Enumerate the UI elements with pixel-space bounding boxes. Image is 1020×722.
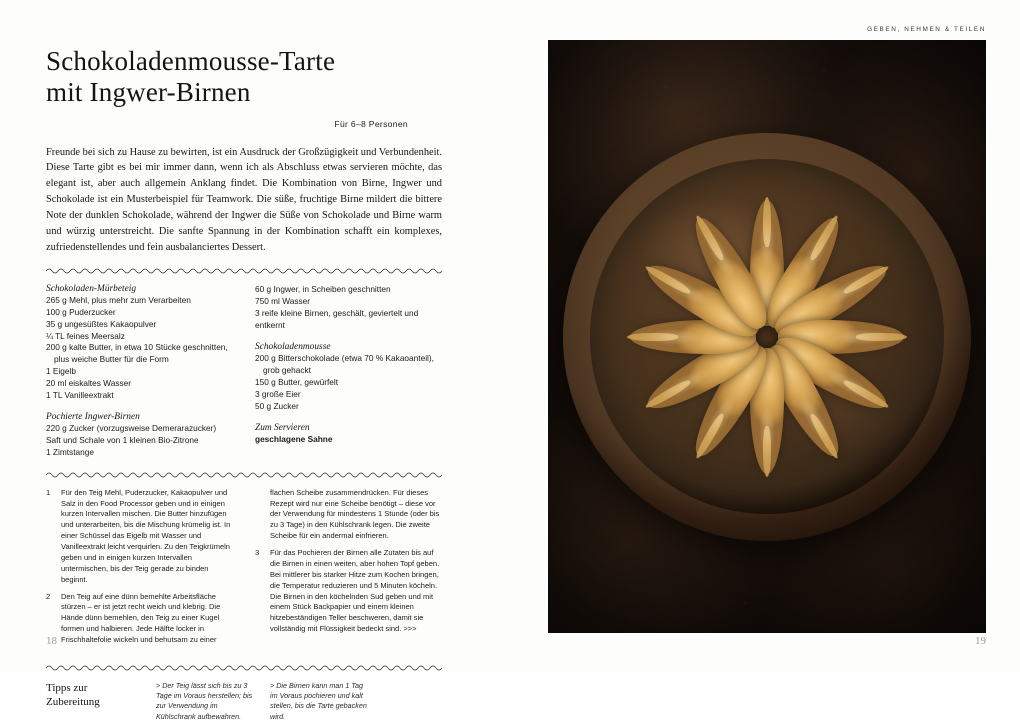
ingredient-item: 200 g kalte Butter, in etwa 10 Stücke geschnitten, [46, 342, 228, 353]
tip-marker: > [156, 680, 161, 690]
ingredient-item: 20 ml eiskaltes Wasser [46, 377, 131, 388]
step-number: 3 [255, 548, 260, 558]
tip-item [156, 681, 256, 722]
ingredient-group-heading: Pochierte Ingwer-Birnen [46, 412, 140, 423]
tips-section [46, 681, 442, 722]
ingredients-column-right [255, 284, 442, 458]
ingredient-item: 35 g ungesüßtes Kakaopulver [46, 318, 157, 329]
method-step-continuation [255, 488, 442, 542]
recipe-photo [548, 40, 986, 633]
ingredient-group-heading: Schokoladen-Mürbeteig [46, 284, 137, 295]
method-step [255, 548, 442, 635]
divider-squiggle-top [46, 267, 442, 274]
page-number-right: 19 [975, 635, 986, 647]
method-column-right [255, 488, 442, 652]
ingredient-item: 200 g Bitterschokolade (etwa 70 % Kakaoanteil), [255, 353, 434, 364]
step-text: Den Teig auf eine dünn bemehlte Arbeitsfläche stürzen – er ist jetzt recht weich und klebrig. Die Hände dünn bemehlen, den Teig zu einer Kugel formen und halbieren. Jede Hälfte locker in Frischhaltefolie wickeln und behutsam zu einer [61, 591, 221, 645]
divider-squiggle-middle [46, 471, 442, 478]
ingredient-item: ¼ TL feines Meersalz [46, 330, 125, 341]
servings-note: Für 6–8 Personen [334, 118, 408, 129]
ingredients-column-left [46, 284, 233, 458]
step-number [255, 488, 263, 542]
ingredient-item: 1 TL Vanilleextrakt [46, 389, 114, 400]
page-number-left: 18 [46, 635, 57, 647]
method-column-left [46, 488, 233, 652]
step-text: Für das Pochieren der Birnen alle Zutaten bis auf die Birnen in einen weiten, aber hohen Topf geben. Bei mittlerer bis starker Hitze zum Kochen bringen, die Temperatur reduzieren und 5 Minuten köcheln. Die Birnen in den köchelnden Sud geben und mit einem Stück Backpapier und einem kleinen hitzebeständigen Teller beschweren, damit sie vollständig mit Flüssigkeit bedeckt sind. >>> [270, 548, 440, 634]
ingredient-item: 1 Zimtstange [46, 446, 94, 457]
tart-illustration [563, 133, 971, 541]
ingredients-section [46, 284, 442, 458]
ingredient-group-heading: Schokoladenmousse [255, 342, 331, 353]
left-page [0, 0, 510, 721]
ingredient-item: 3 reife kleine Birnen, geschält, geviertelt und [255, 307, 419, 318]
photo-canvas [548, 40, 986, 633]
ingredient-item: 100 g Puderzucker [46, 307, 116, 318]
ingredient-list [255, 434, 442, 446]
method-step [46, 488, 233, 586]
ingredient-item: 265 g Mehl, plus mehr zum Verarbeiten [46, 295, 191, 306]
ingredient-list [46, 295, 233, 401]
page-title [46, 46, 482, 109]
tips-label [46, 681, 142, 722]
tips-label-line-1: Tipps zur [46, 681, 88, 694]
ingredient-item: 3 große Eier [255, 388, 301, 399]
ingredient-item: 60 g Ingwer, in Scheiben geschnitten [255, 284, 391, 295]
ingredient-list [46, 423, 233, 458]
step-number: 2 [46, 591, 51, 601]
ingredient-list [255, 284, 442, 331]
ingredient-item: entkernt [255, 319, 285, 330]
ingredient-item: 220 g Zucker (vorzugsweise Demerarazucker) [46, 423, 217, 434]
ingredient-item: 750 ml Wasser [255, 296, 311, 307]
ingredient-item: 50 g Zucker [255, 400, 299, 411]
title-line-1: Schokoladenmousse-Tarte [46, 46, 336, 76]
method-step [46, 592, 233, 646]
divider-squiggle-bottom [46, 664, 442, 671]
ingredient-item-sub: plus weiche Butter für die Form [54, 354, 169, 365]
tip-text: Die Birnen kann man 1 Tag im Voraus pochieren und kalt stellen, bis die Tarte gebacken wird. [270, 680, 367, 721]
ingredient-item: geschlagene Sahne [255, 434, 333, 445]
ingredient-list [255, 353, 442, 412]
ingredient-item: 150 g Butter, gewürfelt [255, 377, 339, 387]
step-number: 1 [46, 487, 51, 497]
tips-label-line-2: Zubereitung [46, 696, 100, 709]
intro-paragraph: Freunde bei sich zu Hause zu bewirten, ist ein Ausdruck der Großzügigkeit und Verbundenheit. Diese Tarte gibt es bei mir immer dann, wenn ich als Abschluss etwas servieren möchte, das elegant ist, aber auch allgemein Anklang findet. Die Kombination von Birne, Ingwer und Schokolade ist ein Musterbeispiel für Teamwork. Die süße, fruchtige Birne mildert die bittere Note der dunklen Schokolade, während der Ingwer die Süße von Schokolade und Birne warm und würzig unterstreicht. Die sanfte Spannung in der Kombination schafft ein komplexes, zufriedenstellendes und fein ausbalanciertes Dessert. [46, 146, 442, 253]
running-head: GEBEN, NEHMEN & TEILEN [867, 26, 986, 33]
tip-item [270, 681, 370, 722]
tart-shading [563, 133, 971, 541]
ingredient-item-sub: grob gehackt [263, 365, 311, 376]
tip-marker: > [270, 680, 275, 690]
step-text: Für den Teig Mehl, Puderzucker, Kakaopulver und Salz in den Food Processor geben und in einigen kurzen Intervallen mischen. Die Butter hinzufügen und unterarbeiten, bis die Mischung krümelig ist. In einer Schüssel das Eigelb mit Wasser und Vanilleextrakt leicht verquirlen. Zu den Teigkrümeln geben und in einigen kurzen Intervallen untermischen, bis der Teig gerade zu binden beginnt. [61, 487, 231, 584]
tip-text: Der Teig lässt sich bis zu 3 Tage im Voraus herstellen; bis zur Verwendung im Kühlschrank aufbewahren. [156, 680, 253, 721]
ingredient-item: Saft und Schale von 1 kleinen Bio-Zitrone [46, 435, 199, 446]
method-section [46, 488, 442, 652]
step-text: flachen Scheibe zusammendrücken. Für dieses Rezept wird nur eine Scheibe benötigt – diese vor der Verwendung für mindestens 1 Stunde (oder bis zu 3 Tage) in den Kühlschrank legen. Die zweite Scheibe für ein andermal einfrieren. [270, 487, 440, 541]
ingredient-item: 1 Eigelb [46, 366, 76, 376]
title-line-2: mit Ingwer-Birnen [46, 77, 251, 108]
ingredient-group-heading: Zum Servieren [255, 423, 310, 434]
